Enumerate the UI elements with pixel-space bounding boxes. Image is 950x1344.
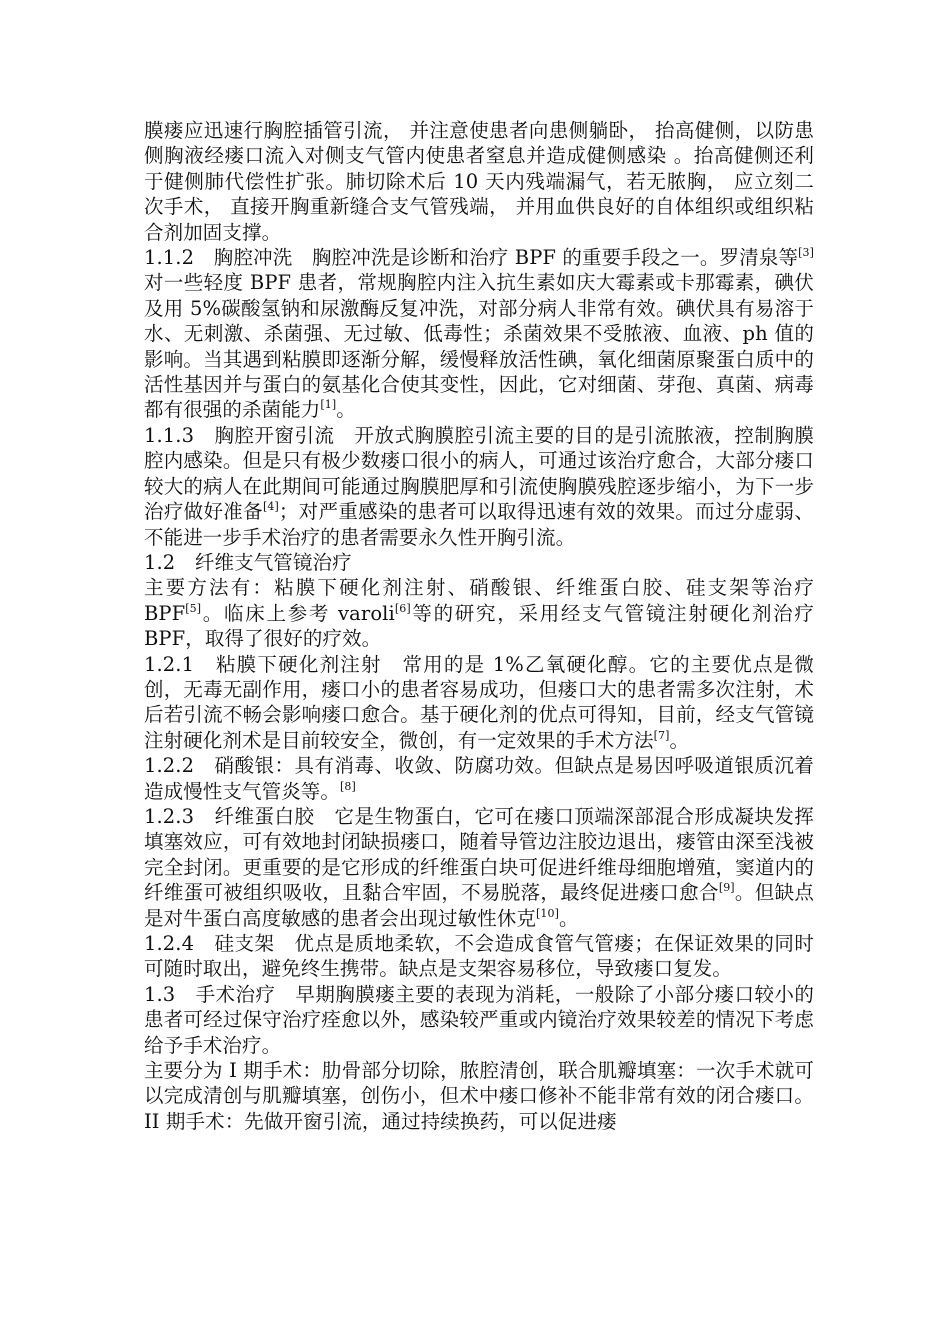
- citation-ref: [9]: [718, 881, 735, 895]
- body-text: 主要分为 I 期手术：肋骨部分切除，脓腔清创，联合肌瓣填塞：一次手术就可以完成清创与肌瓣填塞，创伤小，但术中瘘口修补不能非常有效的闭合瘘口。II 期手术：先做开窗引流，通过持续换药，可以促进瘘: [144, 1059, 814, 1133]
- body-text: 常用的是 1%乙氧硬化醇。它的主要优点是微创，无毒无副作用，瘘口小的患者容易成功，但瘘口大的患者需多次注射，术后若引流不畅会影响瘘口愈合。基于硬化剂的优点可得知，目前，经支气管镜注射硬化剂术是目前较安全，微创，有一定效果的手术方法: [144, 652, 814, 752]
- body-text: 。: [336, 398, 356, 422]
- section-heading: 1.2.4 硅支架: [144, 932, 295, 955]
- body-text: 胸腔冲洗是诊断和治疗 BPF 的重要手段之一。罗清泉等: [312, 246, 799, 270]
- body-text: 膜瘘应迅速行胸腔插管引流， 并注意使患者向患侧躺卧， 抬高健侧，以防患侧胸液经瘘口流入对侧支气管内使患者窒息并造成健侧感染 。抬高健侧还利于健侧肺代偿性扩张。肺切除术后 10 天内残端漏气，若无脓胸， 应立刻二次手术， 直接开胸重新缝合支气管残端， 并用血供良好的自体组织或组织粘合剂加固支撑。: [144, 119, 814, 244]
- document-page: [144, 118, 814, 1134]
- paragraph-p1: [144, 118, 814, 245]
- body-text: 等的研究，采用经支气管镜注射硬化剂治疗 BPF，取得了很好的疗效。: [144, 601, 814, 651]
- paragraph-p10: [144, 982, 814, 1058]
- body-text: 硝酸银：具有消毒、收敛、防腐功效。但缺点是易因呼吸道银质沉着造成慢性支气管炎等。: [144, 754, 814, 803]
- body-text: 。: [559, 906, 579, 930]
- section-heading: 1.2.3 纤维蛋白胶: [144, 804, 335, 828]
- citation-ref: [5]: [185, 601, 202, 615]
- section-heading: 1.1.3 胸腔开窗引流: [144, 423, 355, 447]
- body-text: 它是生物蛋白，它可在瘘口顶端深部混合形成凝块发挥填塞效应，可有效地封闭缺损瘘口，随着导管边注胶边退出，瘘管由深至浅被完全封闭。更重要的是它形成的纤维蛋白块可促进纤维母细胞增殖，窦道内的纤维蛋可被组织吸收，且黏合牢固，不易脱落，最终促进瘘口愈合: [144, 804, 814, 905]
- paragraph-p7: [144, 753, 814, 804]
- paragraph-p5: [144, 575, 814, 651]
- citation-ref: [6]: [394, 601, 411, 615]
- paragraph-p8: [144, 804, 814, 931]
- section-heading: 1.1.2 胸腔冲洗: [144, 246, 313, 270]
- citation-ref: [4]: [262, 500, 279, 514]
- paragraph-p2: [144, 245, 814, 423]
- body-text: 。临床上参考 varoli: [201, 601, 395, 625]
- section-heading: 1.2.1 粘膜下硬化剂注射: [144, 652, 403, 676]
- paragraph-p11: [144, 1058, 814, 1134]
- citation-ref: [10]: [536, 906, 559, 920]
- citation-ref: [3]: [798, 246, 814, 260]
- section-heading: 1.2 纤维支气管镜治疗: [144, 550, 352, 574]
- body-text: 主要方法有：粘膜下硬化剂注射、硝酸银、纤维蛋白胶、硅支架等治疗 BPF: [144, 576, 814, 625]
- paragraph-p3: [144, 423, 814, 550]
- paragraph-p6: [144, 652, 814, 754]
- body-text: 早期胸膜瘘主要的表现为消耗，一般除了小部分瘘口较小的患者可经过保守治疗痊愈以外，感染较严重或内镜治疗效果较差的情况下考虑给予手术治疗。: [144, 982, 814, 1057]
- body-text: 开放式胸膜腔引流主要的目的是引流脓液，控制胸膜腔内感染。但是只有极少数瘘口很小的病人，可通过该治疗愈合，大部分瘘口较大的病人在此期间可能通过胸膜肥厚和引流使胸膜残腔逐步缩小，为下一步治疗做好准备: [144, 423, 814, 524]
- body-text: 。但缺点是对牛蛋白高度敏感的患者会出现过敏性休克: [144, 881, 814, 930]
- section-heading: 1.2.2: [144, 754, 215, 778]
- citation-ref: [1]: [320, 398, 337, 412]
- citation-ref: [8]: [340, 779, 356, 793]
- body-text: ；对严重感染的患者可以取得迅速有效的效果。而过分虚弱、不能进一步手术治疗的患者需要永久性开胸引流。: [144, 500, 814, 549]
- body-text: 。: [669, 728, 690, 752]
- body-text: 优点是质地柔软，不会造成食管气管瘘；在保证效果的同时可随时取出，避免终生携带。缺点是支架容易移位，导致瘘口复发。: [144, 932, 814, 981]
- paragraph-p4: [144, 550, 814, 575]
- body-text: 对一些轻度 BPF 患者，常规胸腔内注入抗生素如庆大霉素或卡那霉素，碘伏及用 5%碳酸氢钠和尿激酶反复冲洗，对部分病人非常有效。碘伏具有易溶于水、无刺激、杀菌强、无过敏、低毒性；杀菌效果不受脓液、血液、ph 值的影响。当其遇到粘膜即逐渐分解，缓慢释放活性碘，氧化细菌原聚蛋白质中的活性基因并与蛋白的氨基化合使其变性，因此，它对细菌、芽孢、真菌、病毒都有很强的杀菌能力: [144, 271, 814, 422]
- citation-ref: [7]: [653, 728, 670, 742]
- paragraph-p9: [144, 931, 814, 982]
- section-heading: 1.3 手术治疗: [144, 982, 296, 1006]
